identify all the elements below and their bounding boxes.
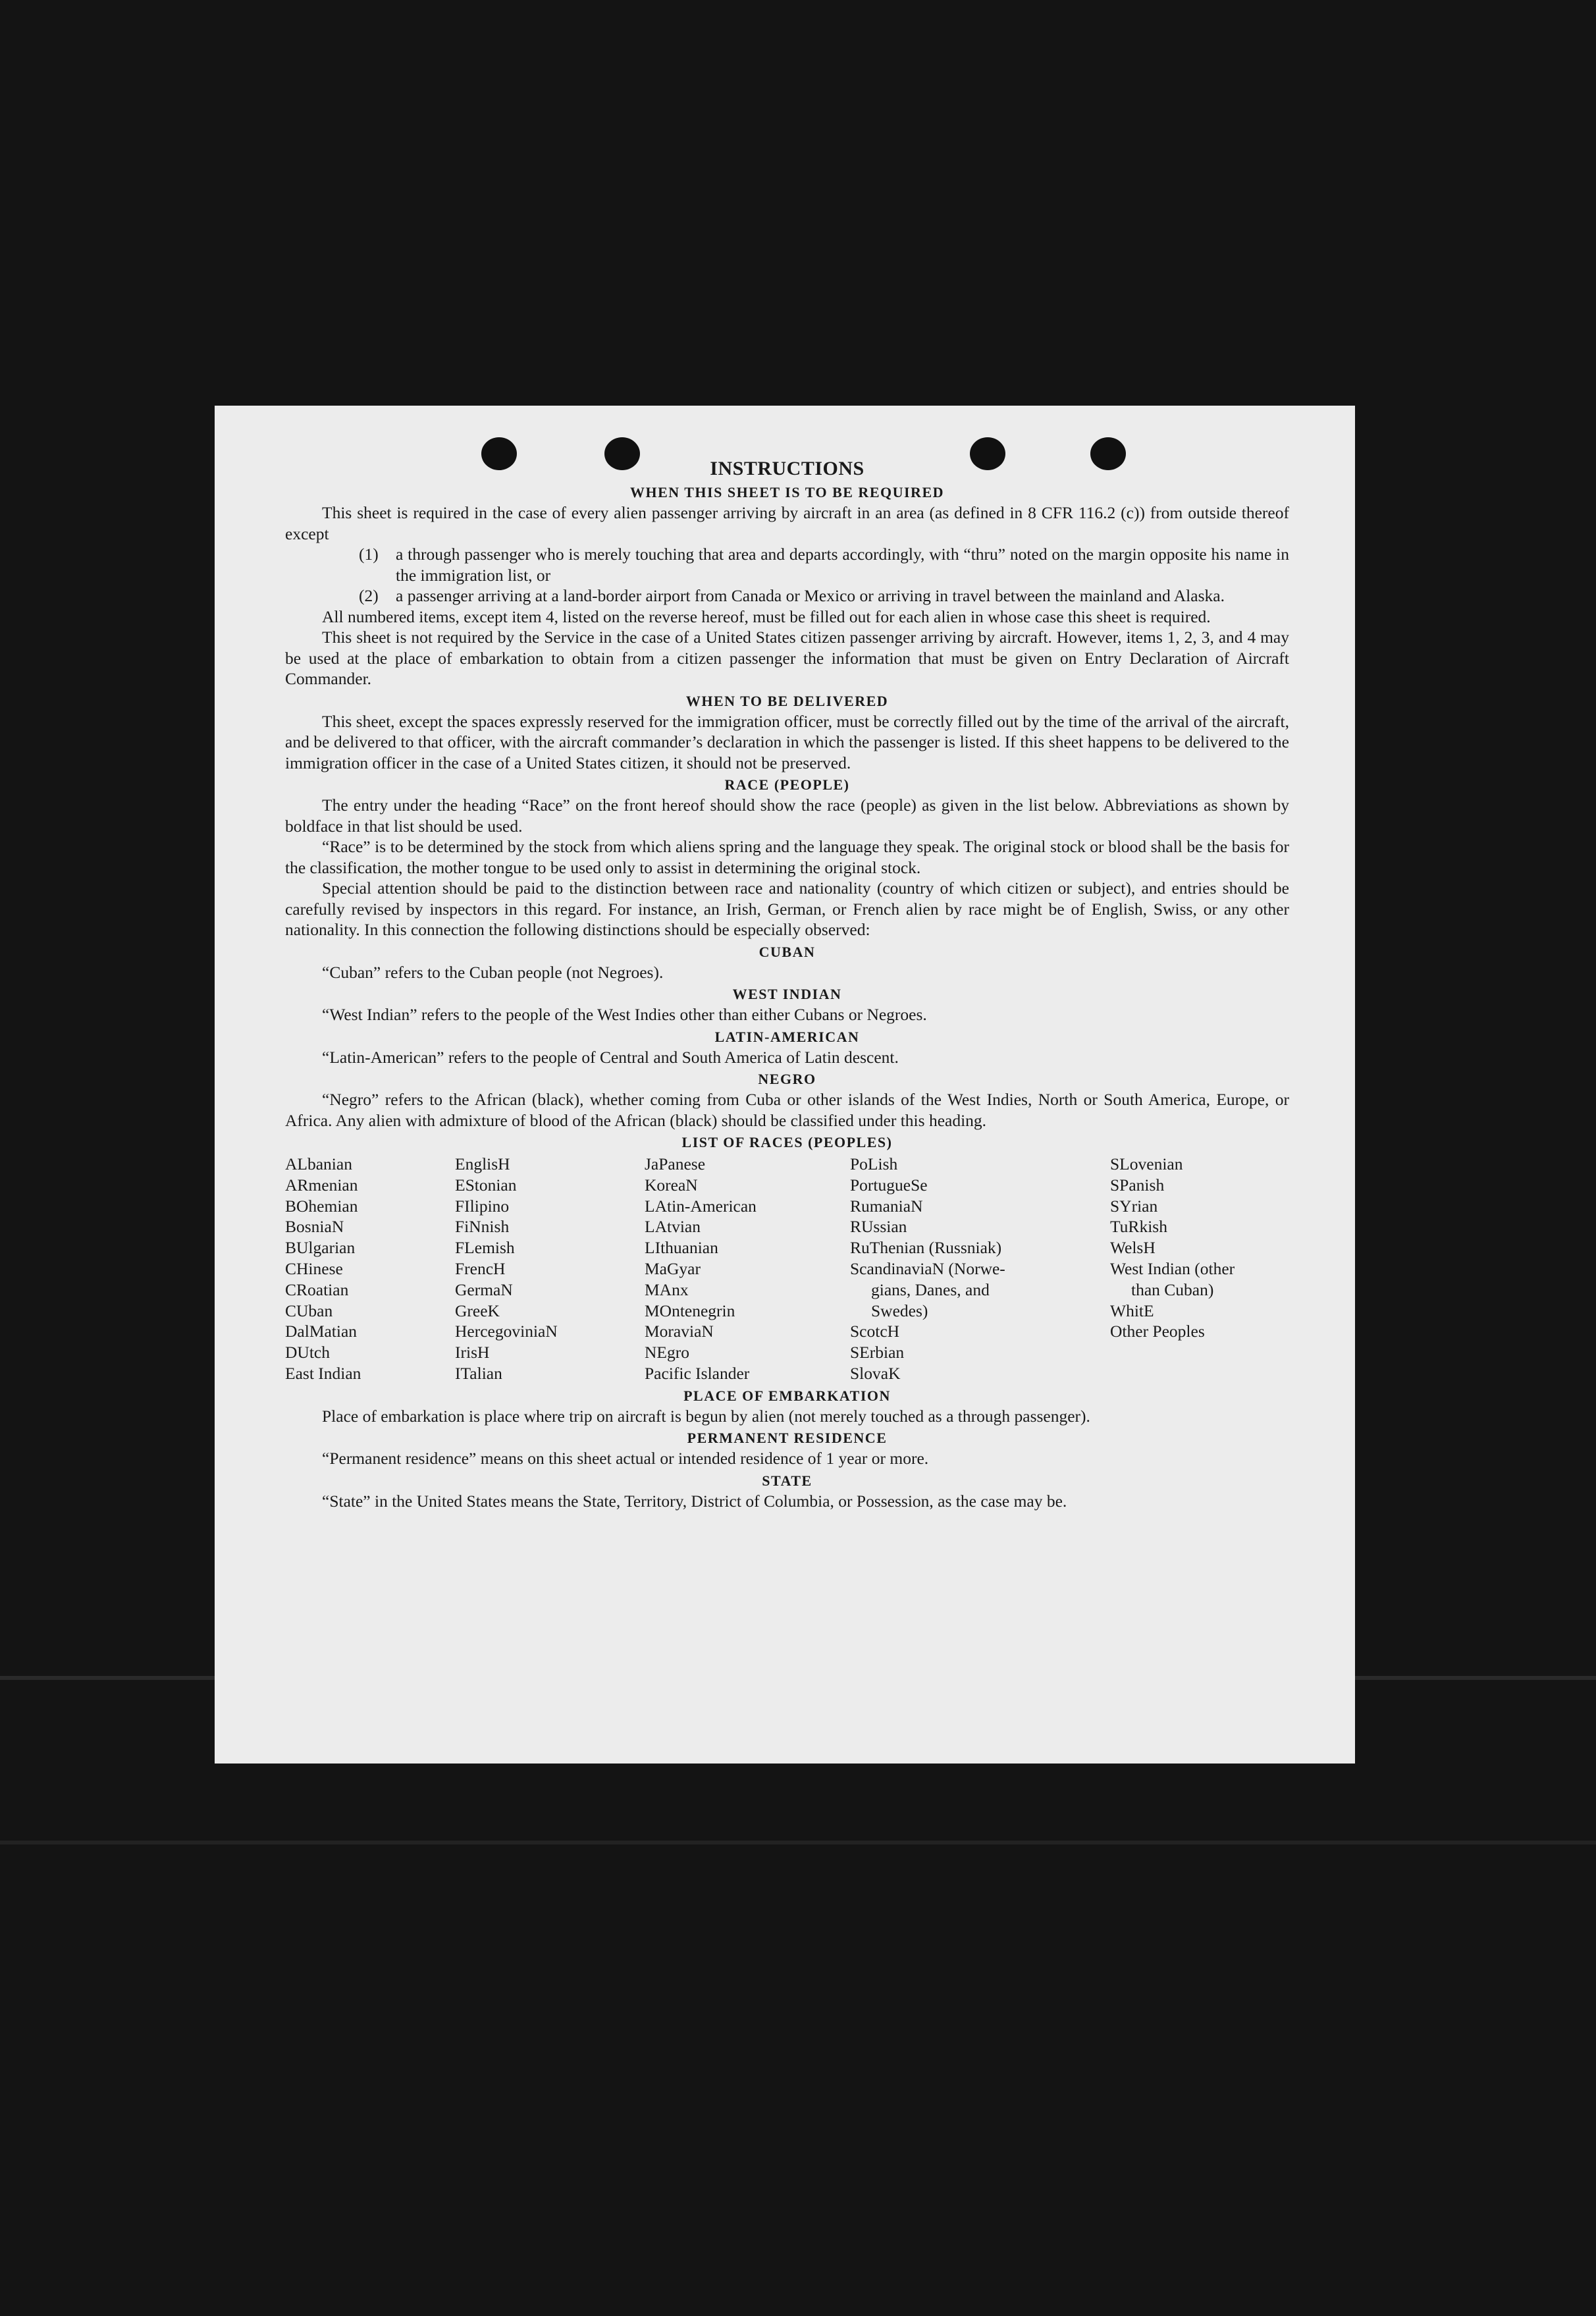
paragraph: All numbered items, except item 4, listed on the reverse hereof, must be filled out for each alien in whose case this sheet is required. <box>322 606 1211 626</box>
race-entry: DUtch <box>285 1343 330 1362</box>
race-entry: SYrian <box>1110 1196 1158 1216</box>
race-entry: WelsH <box>1110 1238 1156 1258</box>
paragraph: This sheet, except the spaces expressly reserved for the immigration officer, must be correctly filled out by the time of the arrival of the aircraft, and be delivered to that officer, with the aircraft commander’s declaration in which the passenger is listed. If this sheet happens to be delivered to the immigration officer in the case of a United States citizen, it should not be preserved. <box>285 711 1289 772</box>
paragraph: “Permanent residence” means on this sheet actual or intended residence of 1 year or more. <box>322 1449 929 1468</box>
item-number: (1) <box>359 545 379 564</box>
item-text: a passenger arriving at a land-border airport from Canada or Mexico or arriving in travel between the mainland and Alaska. <box>396 586 1225 605</box>
race-entry: Swedes) <box>871 1301 928 1320</box>
item-text: a through passenger who is merely touching that area and departs accordingly, with “thru” noted on the margin opposite his name in the immigration list, or <box>396 545 1289 585</box>
race-entry: East Indian <box>285 1363 361 1383</box>
race-entry: PortugueSe <box>850 1175 928 1195</box>
paragraph: This sheet is not required by the Service in the case of a United States citizen passenger arriving by aircraft. However, items 1, 2, 3, and 4 may be used at the place of embarkation to obtain from a citizen passenger the information that must be given on Entry Declaration of Aircraft Commander. <box>285 628 1289 688</box>
paragraph: “Cuban” refers to the Cuban people (not Negroes). <box>322 962 664 982</box>
heading-permanent-residence: PERMANENT RESIDENCE <box>687 1430 888 1447</box>
race-entry: BUlgarian <box>285 1238 356 1258</box>
heading-list-of-races: LIST OF RACES (PEOPLES) <box>681 1134 893 1150</box>
instruction-sheet <box>215 406 1355 1764</box>
paragraph: “State” in the United States means the State, Territory, District of Columbia, or Possession, as the case may be. <box>322 1491 1067 1511</box>
race-entry: SLovenian <box>1110 1154 1183 1173</box>
heading-cuban: CUBAN <box>758 943 816 960</box>
list-item <box>285 585 1289 606</box>
race-entry: MOntenegrin <box>645 1301 735 1320</box>
paragraph: Special attention should be paid to the distinction between race and nationality (country of which citizen or subject), and entries should be carefully revised by inspectors in this regard. For instance, an Irish, German, or French alien by race might be of English, Swiss, or any other nationality. In this connection the following distinctions should be especially observed: <box>285 878 1289 939</box>
race-entry: DalMatian <box>285 1322 358 1341</box>
race-entry: FIlipino <box>455 1196 510 1216</box>
race-entry: West Indian (other <box>1110 1258 1235 1278</box>
race-entry: RumaniaN <box>850 1196 923 1216</box>
heading-latin-american: LATIN-AMERICAN <box>714 1028 860 1045</box>
race-entry: than Cuban) <box>1131 1279 1214 1299</box>
race-entry: KoreaN <box>645 1175 698 1195</box>
race-entry: Other Peoples <box>1110 1322 1205 1341</box>
race-entry: ARmenian <box>285 1175 358 1195</box>
race-entry: MAnx <box>645 1279 689 1299</box>
race-entry: CRoatian <box>285 1279 349 1299</box>
paragraph: This sheet is required in the case of every alien passenger arriving by aircraft in an area (as defined in 8 CFR 116.2 (c)) from outside thereof except <box>285 503 1289 543</box>
race-entry: LIthuanian <box>645 1238 718 1258</box>
race-entry: MoraviaN <box>645 1322 714 1341</box>
race-entry: SlovaK <box>850 1363 901 1383</box>
races-list <box>285 1154 1289 1384</box>
race-entry: ALbanian <box>285 1154 352 1173</box>
races-column <box>1110 1154 1289 1384</box>
races-column <box>645 1154 850 1384</box>
race-entry: EnglisH <box>455 1154 510 1173</box>
race-entry: ScandinaviaN (Norwe- <box>850 1258 1005 1278</box>
scan-band <box>0 1841 1596 1845</box>
paragraph: “Negro” refers to the African (black), whether coming from Cuba or other islands of the West Indies, North or South America, Europe, or Africa. Any alien with admixture of blood of the African (black) should be classified under this heading. <box>285 1090 1289 1130</box>
race-entry: GreeK <box>455 1301 500 1320</box>
race-entry: FrencH <box>455 1258 506 1278</box>
paragraph: Place of embarkation is place where trip on aircraft is begun by alien (not merely touched as a through passenger). <box>322 1406 1090 1426</box>
race-entry: FLemish <box>455 1238 515 1258</box>
race-entry: Pacific Islander <box>645 1363 750 1383</box>
heading-west-indian: WEST INDIAN <box>732 986 842 1002</box>
heading-negro: NEGRO <box>758 1071 816 1087</box>
race-entry: IrisH <box>455 1343 490 1362</box>
heading-when-delivered: WHEN TO BE DELIVERED <box>685 692 889 709</box>
race-entry: CUban <box>285 1301 333 1320</box>
item-number: (2) <box>359 586 379 605</box>
race-entry: WhitE <box>1110 1301 1154 1320</box>
race-entry: BOhemian <box>285 1196 358 1216</box>
race-entry: gians, Danes, and <box>871 1279 990 1299</box>
paragraph: “Race” is to be determined by the stock from which aliens spring and the language they speak. The original stock or blood shall be the basis for the classification, the mother tongue to be used only to assist in determining the original stock. <box>285 837 1289 877</box>
heading-race: RACE (PEOPLE) <box>724 776 850 793</box>
race-entry: PoLish <box>850 1154 898 1173</box>
race-entry: LAtin-American <box>645 1196 757 1216</box>
race-entry: SErbian <box>850 1343 905 1362</box>
races-column <box>285 1154 455 1384</box>
race-entry: BosniaN <box>285 1217 344 1237</box>
heading-when-required: WHEN THIS SHEET IS TO BE REQUIRED <box>629 484 945 500</box>
race-entry: TuRkish <box>1110 1217 1167 1237</box>
race-entry: GermaN <box>455 1279 513 1299</box>
race-entry: EStonian <box>455 1175 517 1195</box>
race-entry: SPanish <box>1110 1175 1165 1195</box>
race-entry: JaPanese <box>645 1154 706 1173</box>
paragraph: “Latin-American” refers to the people of Central and South America of Latin descent. <box>322 1047 899 1067</box>
instructions-body <box>285 457 1289 1511</box>
page-title: INSTRUCTIONS <box>710 458 864 479</box>
heading-state: STATE <box>762 1472 812 1489</box>
races-column <box>850 1154 1110 1384</box>
race-entry: ITalian <box>455 1363 502 1383</box>
heading-place-of-embarkation: PLACE OF EMBARKATION <box>683 1387 891 1404</box>
race-entry: NEgro <box>645 1343 689 1362</box>
race-entry: MaGyar <box>645 1258 701 1278</box>
race-entry: FiNnish <box>455 1217 510 1237</box>
race-entry: CHinese <box>285 1258 343 1278</box>
race-entry: RuThenian (Russniak) <box>850 1238 1002 1258</box>
races-column <box>455 1154 645 1384</box>
race-entry: ScotcH <box>850 1322 900 1341</box>
paragraph: The entry under the heading “Race” on the front hereof should show the race (people) as given in the list below. Abbreviations as shown by boldface in that list should be used. <box>285 795 1289 836</box>
list-item <box>285 544 1289 585</box>
race-entry: LAtvian <box>645 1217 701 1237</box>
race-entry: HercegoviniaN <box>455 1322 558 1341</box>
paragraph: “West Indian” refers to the people of the West Indies other than either Cubans or Negroes. <box>322 1005 927 1024</box>
race-entry: RUssian <box>850 1217 907 1237</box>
